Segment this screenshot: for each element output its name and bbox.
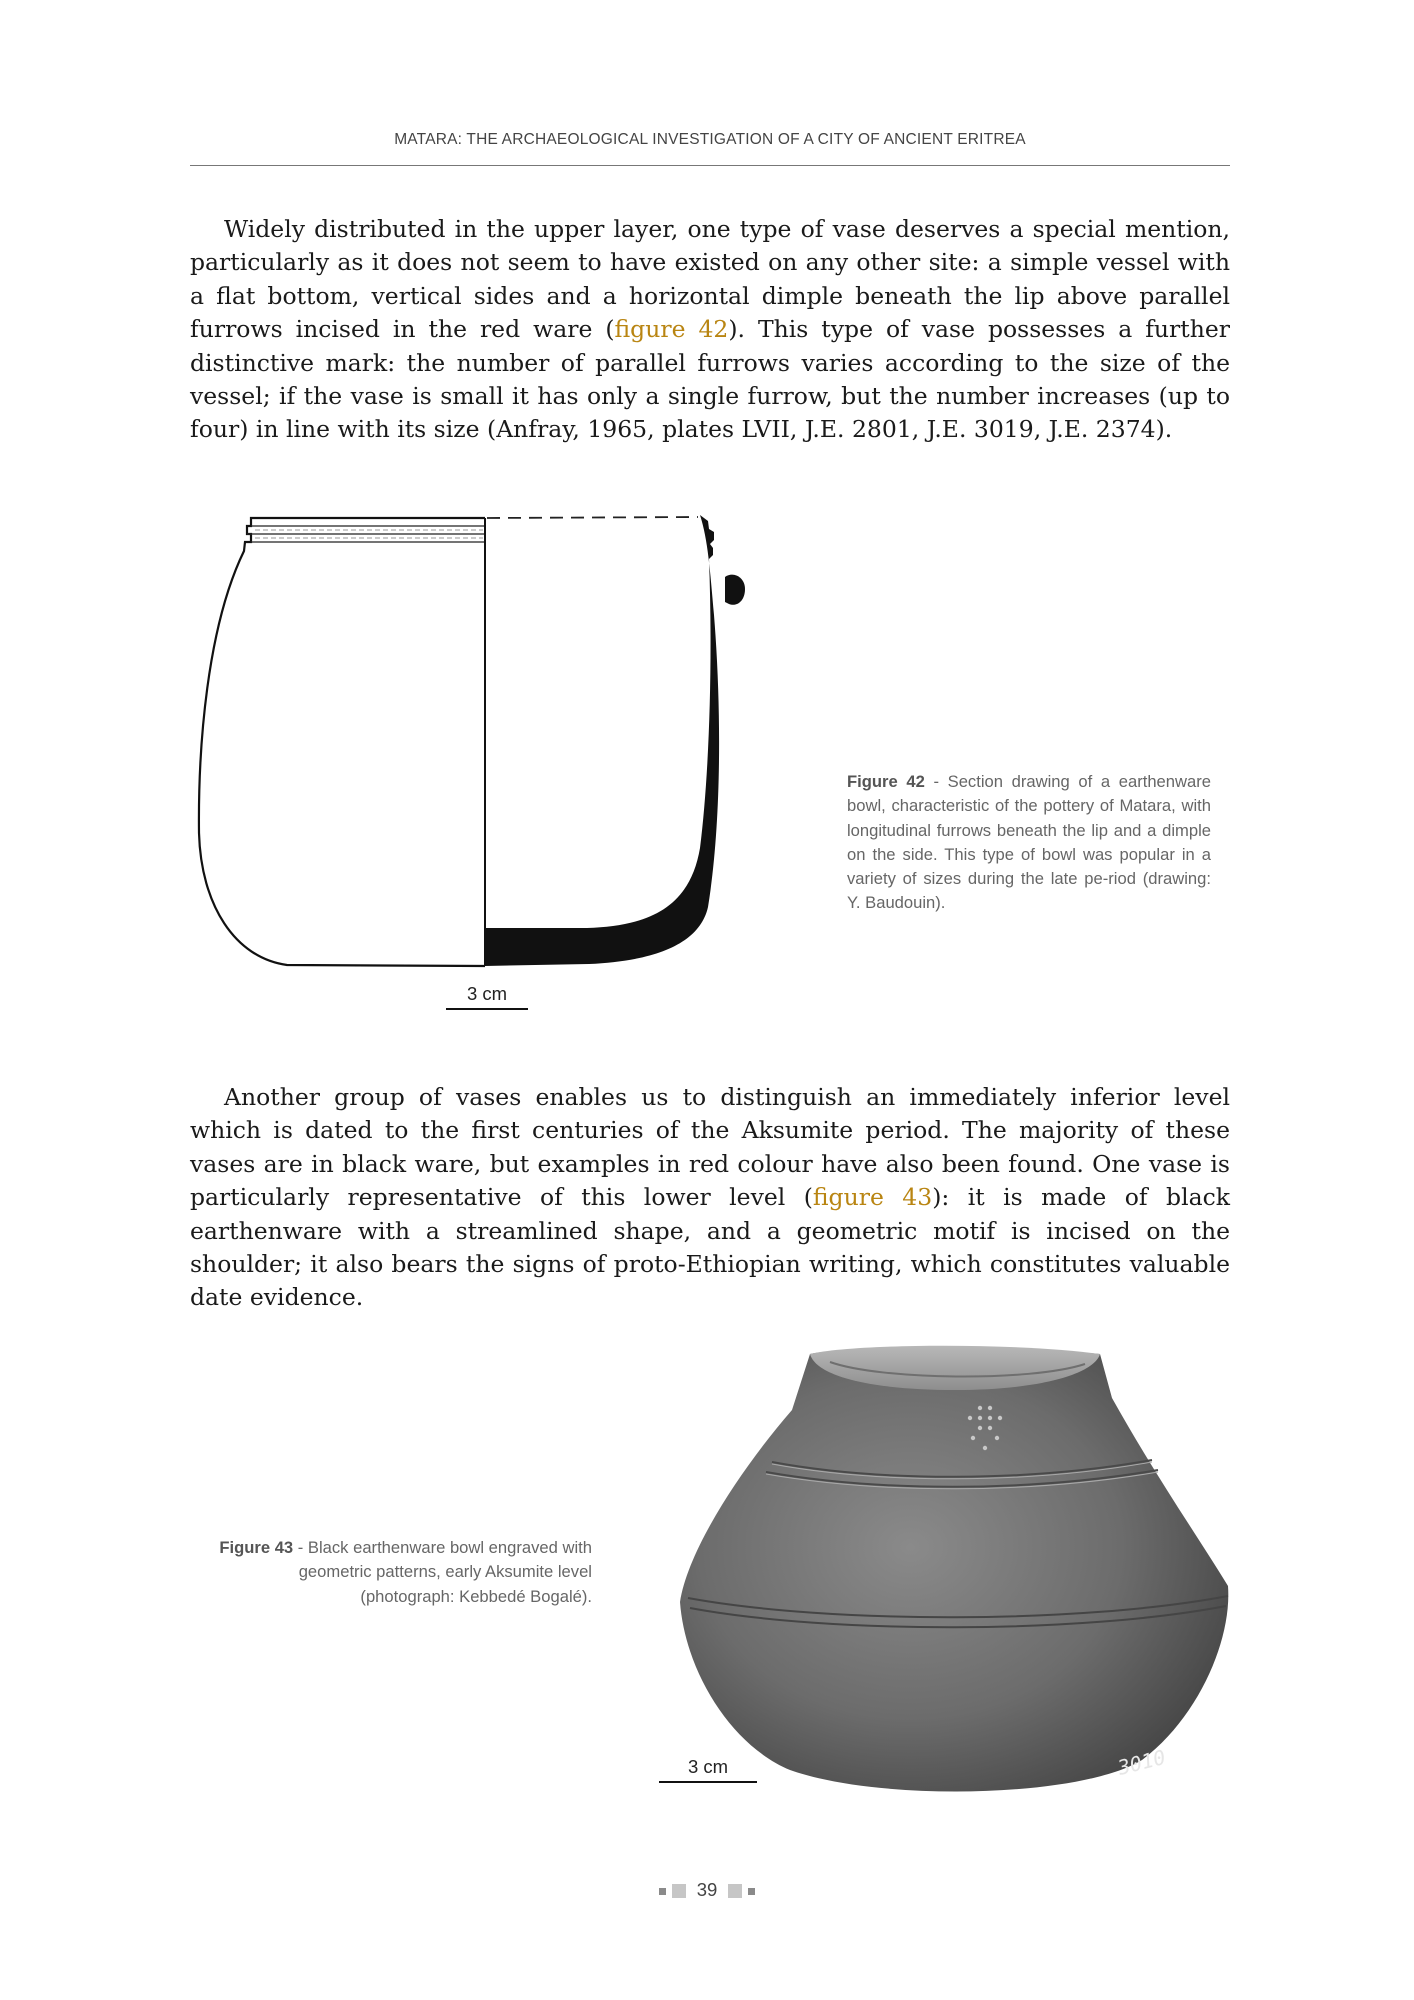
footer-ornament-right-large	[728, 1884, 742, 1898]
figure-43-scale-bar	[659, 1781, 757, 1783]
header-rule	[190, 165, 1230, 166]
paragraph-1-text-a: Widely distributed in the upper layer, one type of vase deserves a special mention, particularly as it does not seem to have existed on any other site: a simple vessel with a flat bottom, vertical sides and a horizontal dimple beneath the lip above parallel furrows incised in the red ware (	[190, 215, 1230, 344]
figure-42-scale	[446, 983, 528, 1010]
figure-42-label: Figure 42	[847, 772, 925, 791]
footer-ornament-left-large	[672, 1884, 686, 1898]
figure-43-caption	[208, 1536, 592, 1609]
bowl-section	[485, 515, 719, 966]
figure-42-link[interactable]: figure 42	[614, 315, 729, 344]
paragraph-1	[190, 213, 1230, 447]
figure-43-link[interactable]: figure 43	[812, 1183, 933, 1212]
figure-42-drawing	[195, 515, 775, 975]
figure-43-label: Figure 43	[219, 1538, 294, 1557]
footer-ornament-left-small	[659, 1888, 666, 1895]
figure-42-caption	[847, 770, 1211, 916]
paragraph-2-text-a: Another group of vases enables us to distinguish an immediately inferior level which is dated to the first centuries of the Aksumite period. The majority of these vases are in black ware, but examples in red colour have also been found. One vase is particularly representative of this lower level (	[190, 1083, 1230, 1212]
figure-43-caption-text: - Black earthenware bowl engraved with geometric patterns, early Aksumite level (photograph: Kebbedé Bogalé).	[293, 1538, 592, 1606]
paragraph-2	[190, 1081, 1230, 1315]
mouth-line	[487, 517, 698, 518]
page-number: 39	[696, 1879, 718, 1900]
bowl-exterior-profile	[199, 518, 485, 966]
running-head: MATARA: THE ARCHAEOLOGICAL INVESTIGATION OF A CITY OF ANCIENT ERITREA	[394, 131, 1026, 148]
figure-42-scale-label: 3 cm	[466, 983, 508, 1004]
paragraph-1-text-b: ). This type of vase possesses a further distinctive mark: the number of parallel furrows varies according to the size of the vessel; if the vase is small it has only a single furrow, but the number increases (up to four) in line with its size (Anfray, 1965, plates LVII, J.E. 2801, J.E. 3019, J.E. 2374).	[190, 315, 1230, 444]
figure-43-photo	[680, 1340, 1240, 1810]
figure-42-scale-bar	[446, 1008, 528, 1010]
figure-42-caption-text: - Section drawing of a earthenware bowl, characteristic of the pottery of Matara, with longitudinal furrows beneath the lip and a dimple on the side. This type of bowl was popular in a variety of sizes during the late pe-riod (drawing: Y. Baudouin).	[847, 772, 1211, 913]
page-footer	[657, 1879, 757, 1901]
rim-furrows	[247, 526, 485, 542]
pot-body	[680, 1347, 1228, 1791]
figure-43-scale	[659, 1756, 757, 1783]
figure-43-scale-label: 3 cm	[687, 1756, 729, 1777]
footer-ornament-right-small	[748, 1888, 755, 1895]
side-dimple	[725, 575, 745, 605]
pot-inscription: 3010	[1115, 1744, 1168, 1780]
paragraph-2-text-b: ): it is made of black earthenware with a streamlined shape, and a geometric motif is incised on the shoulder; it also bears the signs of proto-Ethiopian writing, which constitutes valuable date evidence.	[190, 1183, 1230, 1312]
